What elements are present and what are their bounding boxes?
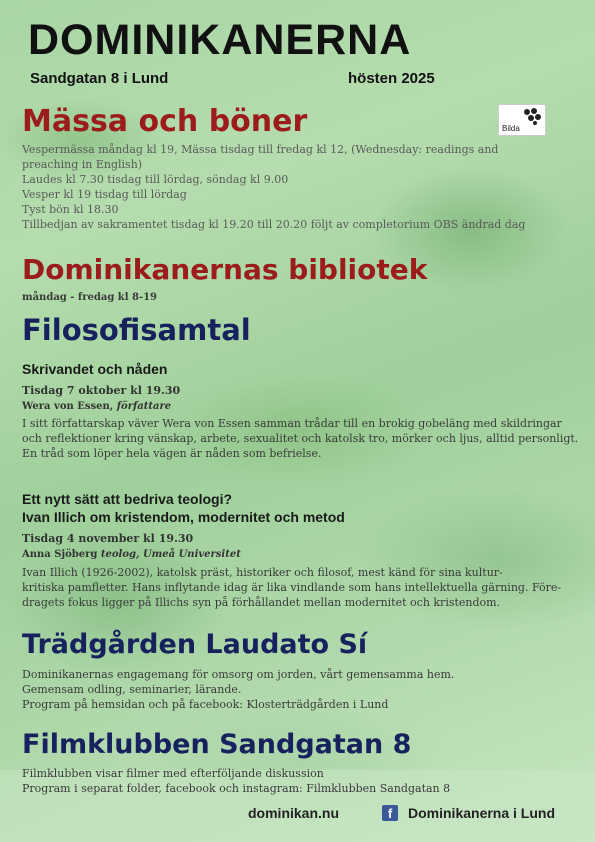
talk2-speaker [22,549,241,560]
library-heading: Dominikanernas bibliotek [22,253,428,286]
talk2-line: kritiska pamfletter. Hans inflytande idag är lika vindlande som hans intellektuella gärning. Före- [22,581,562,594]
facebook-page-link[interactable]: Dominikanerna i Lund [408,805,556,821]
address: Sandgatan 8 i Lund [30,70,169,87]
garden-line: Dominikanernas engagemang för omsorg om jorden, vårt gemensamma hem. [22,668,455,681]
mass-line: Vesper kl 19 tisdag till lördag [22,188,187,201]
film-line: Program i separat folder, facebook och instagram: Filmklubben Sandgatan 8 [22,782,451,795]
talk1-line: I sitt författarskap väver Wera von Essen samman trådar till en brokig gobeläng med skildringar [22,417,562,430]
talk2-title-line2: Ivan Illich om kristendom, modernitet och metod [22,509,345,525]
mass-line: Vespermässa måndag kl 19, Mässa tisdag till fredag kl 12, (Wednesday: readings and [22,143,499,156]
talk1-speaker [22,401,171,412]
poster-title: DOMINIKANERNA [28,16,412,64]
film-heading: Filmklubben Sandgatan 8 [22,729,412,760]
mass-line: Laudes kl 7.30 tisdag till lördag, söndag kl 9.00 [22,173,289,186]
talk2-line: Ivan Illich (1926-2002), katolsk präst, historiker och filosof, mest känd för sina kultur- [22,566,503,579]
talk2-title [22,490,345,526]
talk1-speaker-role: författare [116,401,172,412]
garden-line: Gemensam odling, seminarier, lärande. [22,683,242,696]
talk2-speaker-role: teolog, Umeå Universitet [100,549,241,560]
philosophy-heading: Filosofisamtal [22,313,251,347]
garden-heading: Trädgården Laudato Sí [22,629,368,660]
film-description [22,766,582,796]
talk1-description [22,416,592,461]
bilda-logo [498,104,546,136]
film-line: Filmklubben visar filmer med efterföljande diskussion [22,767,324,780]
library-hours: måndag - fredag kl 8-19 [22,292,158,303]
season: hösten 2025 [348,70,435,87]
bilda-logo-icon [522,107,542,125]
talk2-date: Tisdag 4 november kl 19.30 [22,532,194,545]
garden-line: Program på hemsidan och på facebook: Klosterträdgården i Lund [22,698,389,711]
bilda-logo-text: Bilda [502,124,520,133]
talk1-speaker-name: Wera von Essen, [22,401,114,412]
talk1-title: Skrivandet och nåden [22,361,168,377]
mass-line: Tyst bön kl 18.30 [22,203,119,216]
mass-line: Tillbedjan av sakramentet tisdag kl 19.20 till 20.20 följt av completorium OBS ändrad dag [22,218,526,231]
mass-line: preaching in English) [22,158,143,171]
talk1-date: Tisdag 7 oktober kl 19.30 [22,384,181,397]
talk2-description [22,565,592,610]
talk1-line: och reflektioner kring vänskap, arbete, sexualitet och katolsk tro, mörker och ljus, alltid personligt. [22,432,579,445]
mass-heading: Mässa och böner [22,104,308,139]
talk2-speaker-name: Anna Sjöberg [22,549,98,560]
talk1-line: En tråd som löper hela vägen är nåden som befrielse. [22,447,322,460]
mass-schedule [22,142,582,232]
garden-description [22,667,582,712]
website-link[interactable]: dominikan.nu [248,805,339,821]
talk2-title-line1: Ett nytt sätt att bedriva teologi? [22,491,233,507]
talk2-line: dragets fokus ligger på Illichs syn på förhållandet mellan modernitet och kristendom. [22,596,501,609]
facebook-icon[interactable]: f [382,805,398,821]
